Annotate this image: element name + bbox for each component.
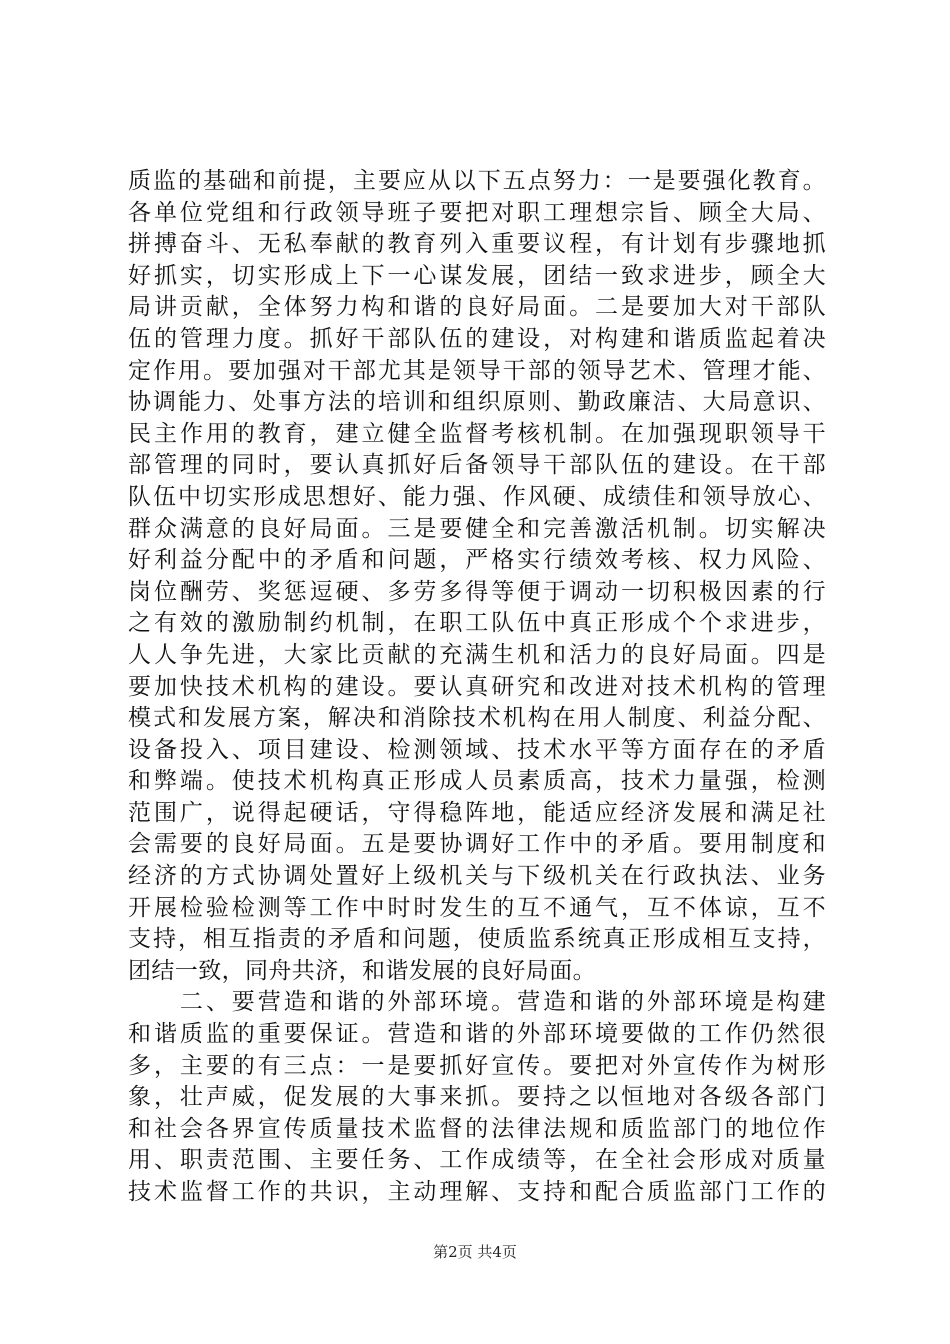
text-line: 经济的方式协调处置好上级机关与下级机关在行政执法、业务 [128, 863, 826, 890]
text-line: 局讲贡献，全体努力构和谐的良好局面。二是要加大对干部队 [128, 294, 826, 321]
text-line: 和谐质监的重要保证。营造和谐的外部环境要做的工作仍然很 [128, 1021, 826, 1048]
text-line: 部管理的同时，要认真抓好后备领导干部队伍的建设。在干部 [128, 452, 826, 479]
text-line: 模式和发展方案，解决和消除技术机构在用人制度、利益分配、 [128, 705, 826, 732]
page-footer [0, 1241, 950, 1262]
page-number-label: 第2页 共4页 [433, 1243, 517, 1261]
text-line: 多，主要的有三点：一是要抓好宣传。要把对外宣传作为树形 [128, 1052, 826, 1079]
text-line: 民主作用的教育，建立健全监督考核机制。在加强现职领导干 [128, 420, 826, 447]
text-line: 二、要营造和谐的外部环境。营造和谐的外部环境是构建 [128, 989, 826, 1016]
text-line: 人人争先进，大家比贡献的充满生机和活力的良好局面。四是 [128, 641, 826, 668]
text-line: 设备投入、项目建设、检测领域、技术水平等方面存在的矛盾 [128, 736, 826, 763]
text-line: 好抓实，切实形成上下一心谋发展，团结一致求进步，顾全大 [128, 262, 826, 289]
text-line: 之有效的激励制约机制，在职工队伍中真正形成个个求进步， [128, 610, 826, 637]
text-line: 要加快技术机构的建设。要认真研究和改进对技术机构的管理 [128, 673, 826, 700]
text-line: 和社会各界宣传质量技术监督的法律法规和质监部门的地位作 [128, 1115, 826, 1142]
body-text [128, 166, 826, 1209]
text-line: 队伍中切实形成思想好、能力强、作风硬、成绩佳和领导放心、 [128, 483, 826, 510]
text-line: 伍的管理力度。抓好干部队伍的建设，对构建和谐质监起着决 [128, 325, 826, 352]
text-line: 技术监督工作的共识，主动理解、支持和配合质监部门工作的 [128, 1179, 826, 1205]
text-line: 拼搏奋斗、无私奉献的教育列入重要议程，有计划有步骤地抓 [128, 231, 826, 258]
text-line: 群众满意的良好局面。三是要健全和完善激活机制。切实解决 [128, 515, 826, 542]
text-line: 好利益分配中的矛盾和问题，严格实行绩效考核、权力风险、 [128, 547, 826, 574]
text-line: 质监的基础和前提，主要应从以下五点努力：一是要强化教育。 [128, 168, 826, 194]
text-line: 协调能力、处事方法的培训和组织原则、勤政廉洁、大局意识、 [128, 389, 826, 416]
text-line: 团结一致，同舟共济，和谐发展的良好局面。 [128, 957, 596, 984]
text-line: 会需要的良好局面。五是要协调好工作中的矛盾。要用制度和 [128, 831, 826, 858]
text-line: 开展检验检测等工作中时时发生的互不通气，互不体谅，互不 [128, 894, 826, 921]
text-line: 象，壮声威，促发展的大事来抓。要持之以恒地对各级各部门 [128, 1084, 826, 1111]
text-line: 岗位酬劳、奖惩逗硬、多劳多得等便于调动一切积极因素的行 [128, 578, 826, 605]
text-line: 和弊端。使技术机构真正形成人员素质高，技术力量强，检测 [128, 768, 826, 795]
text-line: 支持，相互指责的矛盾和问题，使质监系统真正形成相互支持， [128, 926, 826, 953]
text-line: 用、职责范围、主要任务、工作成绩等，在全社会形成对质量 [128, 1147, 826, 1174]
text-line: 范围广，说得起硬话，守得稳阵地，能适应经济发展和满足社 [128, 799, 826, 826]
text-line: 定作用。要加强对干部尤其是领导干部的领导艺术、管理才能、 [128, 357, 826, 384]
text-line: 各单位党组和行政领导班子要把对职工理想宗旨、顾全大局、 [128, 199, 826, 226]
